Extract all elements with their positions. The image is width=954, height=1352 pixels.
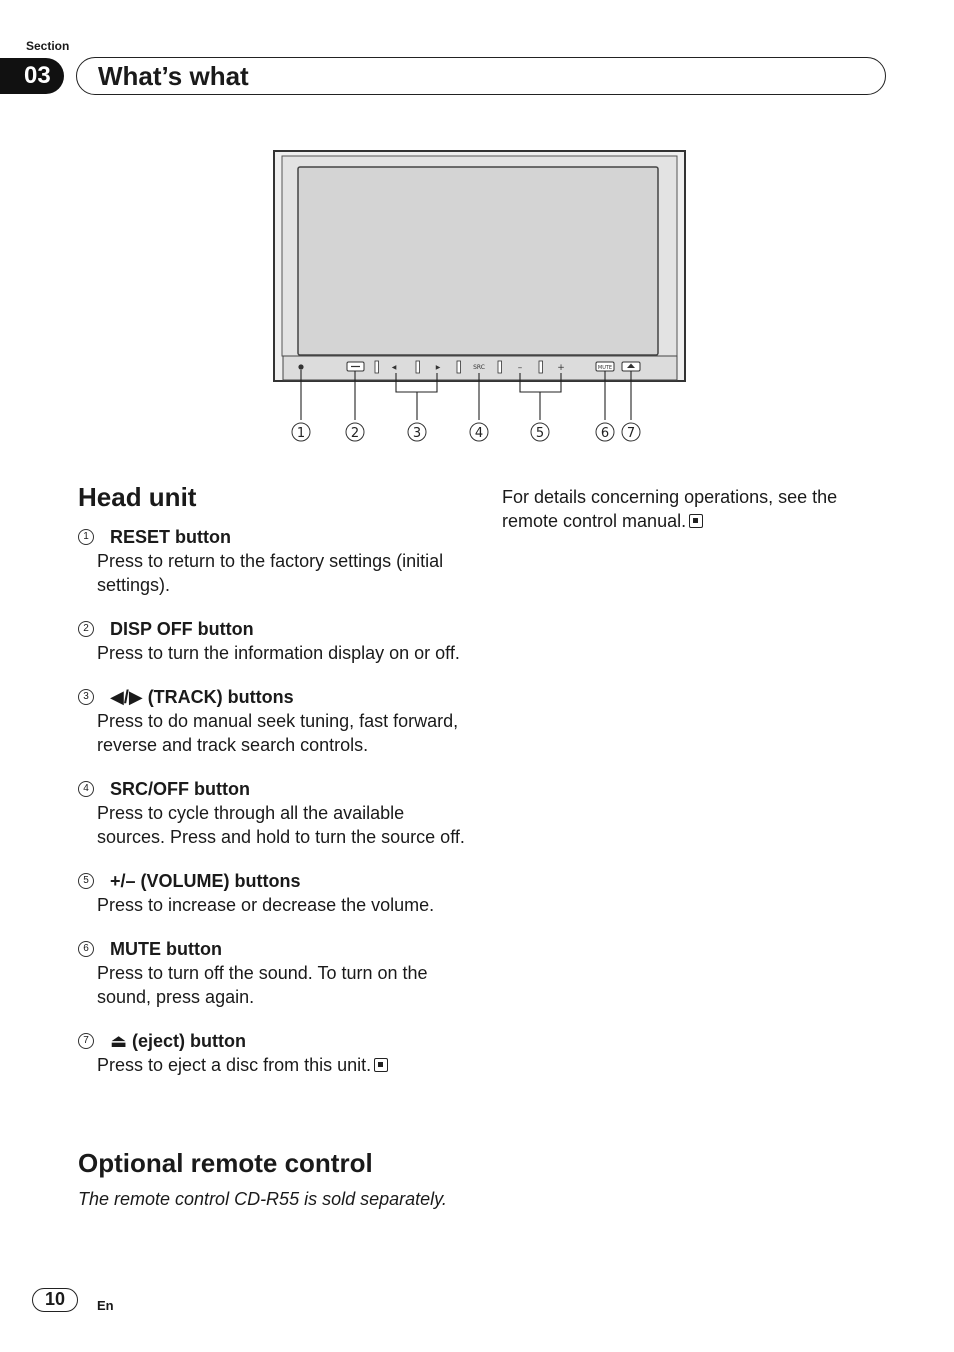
chapter-title-box [76,57,886,95]
end-mark-icon [374,1058,388,1072]
chapter-title: What’s what [98,61,249,91]
next-track-glyph: ▶ [435,364,441,371]
list-item [78,937,470,1009]
remote-heading: Optional remote control [78,1148,373,1178]
reset-button-shape [298,364,303,369]
item-number: 3 [78,689,94,705]
callout-7: 7 [626,426,636,441]
item-description: Press to turn the information display on or off. [97,643,460,663]
item-number: 5 [78,873,94,889]
list-item [78,525,470,597]
head-unit-diagram [270,148,690,448]
callout-4: 4 [474,426,484,441]
item-description: Press to turn off the sound. To turn on the sound, press again. [97,963,428,1007]
item-number: 2 [78,621,94,637]
item-description: Press to eject a disc from this unit. [97,1055,372,1075]
head-unit-list [78,525,470,1097]
list-item [78,685,470,757]
item-description-wrap [78,1053,470,1077]
display-screen [298,167,658,355]
item-number: 7 [78,1033,94,1049]
item-number: 1 [78,529,94,545]
item-title: +/– (VOLUME) buttons [110,871,301,891]
remote-note: The remote control CD-R55 is sold separately. [78,1189,447,1209]
item-description: Press to do manual seek tuning, fast forward, reverse and track search controls. [97,711,459,755]
section-label: Section [26,39,70,53]
item-title: RESET button [110,527,231,547]
item-title: DISP OFF button [110,619,254,639]
language-code: En [97,1298,114,1313]
item-title: ◀/▶ (TRACK) buttons [110,687,294,707]
item-description: Press to return to the factory settings (initial settings). [97,551,444,595]
item-description: Press to increase or decrease the volume. [97,895,435,915]
item-number: 4 [78,781,94,797]
callout-6: 6 [600,426,610,441]
section-number-tab: 03 [0,58,64,94]
src-button-label: SRC [473,364,485,371]
remote-details [502,485,882,533]
page-number: 10 [32,1288,78,1312]
list-item [78,617,470,665]
head-unit-heading: Head unit [78,482,197,512]
item-description: Press to cycle through all the available sources. Press and hold to turn the source off. [97,803,465,847]
end-mark-icon [689,514,703,528]
item-title: SRC/OFF button [110,779,250,799]
mute-button-label: MUTE [597,365,613,371]
callout-3: 3 [412,426,422,441]
callout-5: 5 [535,426,545,441]
list-item [78,869,470,917]
item-title: ⏏ (eject) button [110,1031,246,1051]
callout-2: 2 [350,426,360,441]
item-number: 6 [78,941,94,957]
prev-track-glyph: ◀ [391,364,397,371]
list-item [78,777,470,849]
callout-1: 1 [296,426,306,441]
list-item [78,1029,470,1077]
item-title: MUTE button [110,939,222,959]
volume-minus-glyph: – [517,363,523,373]
remote-details-text: For details concerning operations, see the remote control manual. [502,487,838,531]
volume-plus-glyph: + [557,363,565,373]
